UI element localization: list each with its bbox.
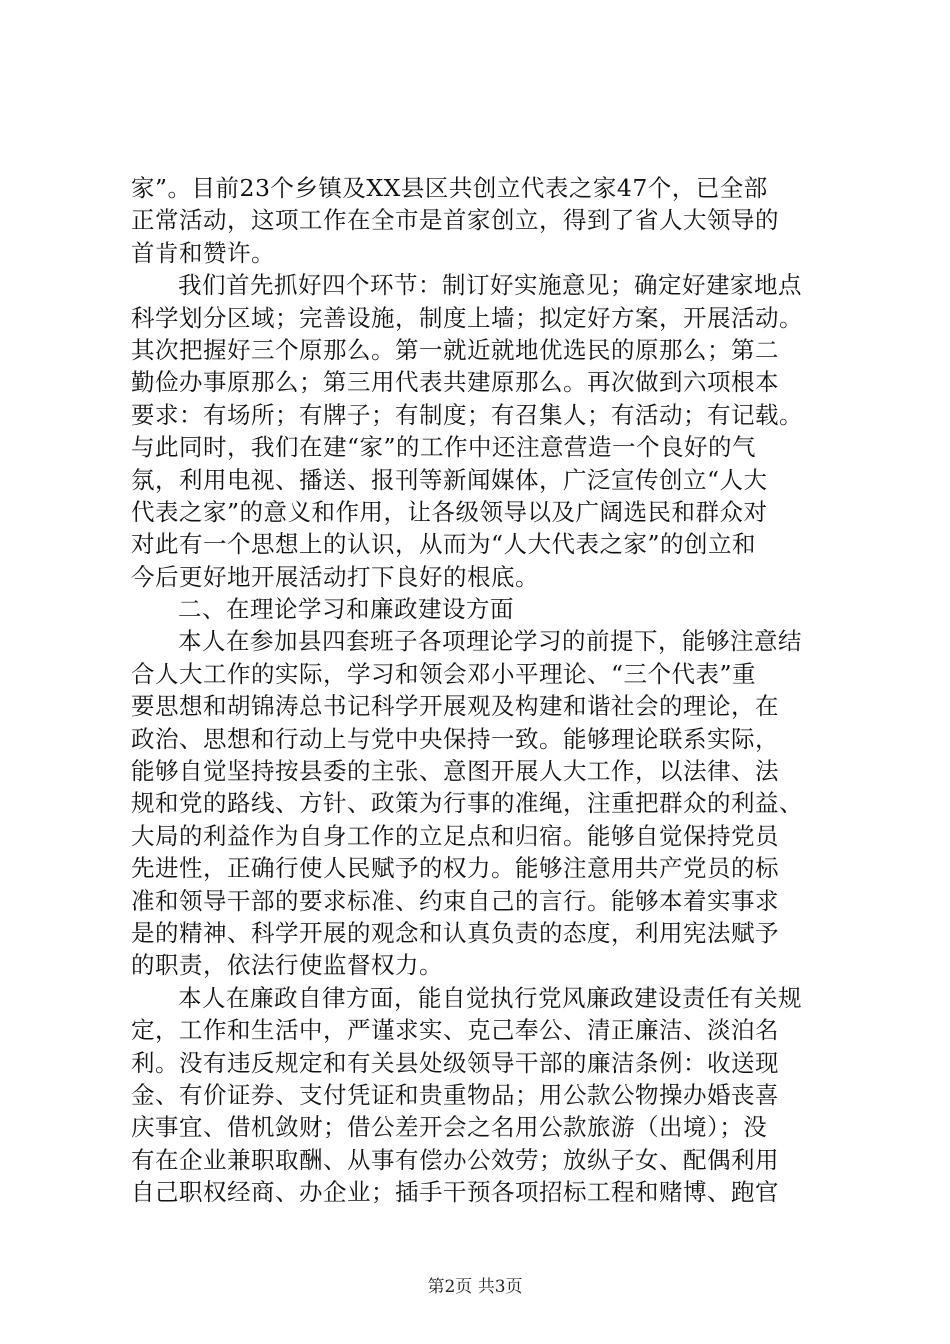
text-line: 政治、思想和行动上与党中央保持一致。能够理论联系实际， xyxy=(131,724,779,753)
text-line: 二、在理论学习和廉政建设方面 xyxy=(178,595,514,624)
text-line: 要思想和胡锦涛总书记科学开展观及构建和谐社会的理论，在 xyxy=(131,692,779,721)
text-line: 自己职权经商、办企业；插手干预各项招标工程和赌博、跑官 xyxy=(131,1178,779,1207)
text-line: 定，工作和生活中，严谨求实、克己奉公、清正廉洁、淡泊名 xyxy=(131,1016,779,1045)
text-line: 科学划分区域；完善设施，制度上墙；拟定好方案，开展活动。 xyxy=(131,303,803,332)
text-line: 今后更好地开展活动打下良好的根底。 xyxy=(131,562,539,591)
text-line: 要求：有场所；有牌子；有制度；有召集人；有活动；有记载。 xyxy=(131,400,803,429)
text-line: 本人在参加县四套班子各项理论学习的前提下，能够注意结 xyxy=(178,627,802,656)
text-line: 庆事宜、借机敛财；借公差开会之名用公款旅游（出境）；没 xyxy=(131,1113,768,1142)
text-line: 规和党的路线、方针、政策为行事的准绳，注重把群众的利益、 xyxy=(131,789,803,818)
text-line: 的职责，依法行使监督权力。 xyxy=(131,951,443,980)
page-footer: 第2页 共3页 xyxy=(427,1277,523,1297)
text-line: 利。没有违反规定和有关县处级领导干部的廉洁条例：收送现 xyxy=(131,1048,779,1077)
text-line: 是的精神、科学开展的观念和认真负责的态度，利用宪法赋予 xyxy=(131,918,779,947)
text-line: 金、有价证券、支付凭证和贵重物品；用公款公物操办婚丧喜 xyxy=(131,1080,779,1109)
text-line: 我们首先抓好四个环节：制订好实施意见；确定好建家地点 xyxy=(178,271,802,300)
text-line: 首肯和赞许。 xyxy=(131,238,275,267)
text-line: 能够自觉坚持按县委的主张、意图开展人大工作，以法律、法 xyxy=(131,757,779,786)
text-line: 其次把握好三个原那么。第一就近就地优选民的原那么；第二 xyxy=(131,335,779,364)
text-line: 大局的利益作为自身工作的立足点和归宿。能够自觉保持党员 xyxy=(131,821,779,850)
text-line: 与此同时，我们在建“家”的工作中还注意营造一个良好的气 xyxy=(131,433,757,462)
text-line: 正常活动，这项工作在全市是首家创立，得到了省人大领导的 xyxy=(131,206,779,235)
text-line: 家”。目前23个乡镇及XX县区共创立代表之家47个，已全部 xyxy=(131,174,768,202)
text-line: 对此有一个思想上的认识，从而为“人大代表之家”的创立和 xyxy=(131,530,757,559)
text-line: 本人在廉政自律方面，能自觉执行党风廉政建设责任有关规 xyxy=(178,983,802,1012)
text-line: 有在企业兼职取酬、从事有偿办公效劳；放纵子女、配偶利用 xyxy=(131,1145,779,1174)
text-line: 代表之家”的意义和作用，让各级领导以及广阔选民和群众对 xyxy=(131,497,768,526)
text-line: 氛，利用电视、播送、报刊等新闻媒体，广泛宣传创立“人大 xyxy=(131,465,768,494)
text-line: 先进性，正确行使人民赋予的权力。能够注意用共产党员的标 xyxy=(131,854,779,883)
text-line: 准和领导干部的要求标准、约束自己的言行。能够本着实事求 xyxy=(131,886,779,915)
text-line: 合人大工作的实际，学习和领会邓小平理论、“三个代表”重 xyxy=(131,659,757,688)
text-line: 勤俭办事原那么；第三用代表共建原那么。再次做到六项根本 xyxy=(131,368,779,397)
document-body xyxy=(131,172,831,1209)
